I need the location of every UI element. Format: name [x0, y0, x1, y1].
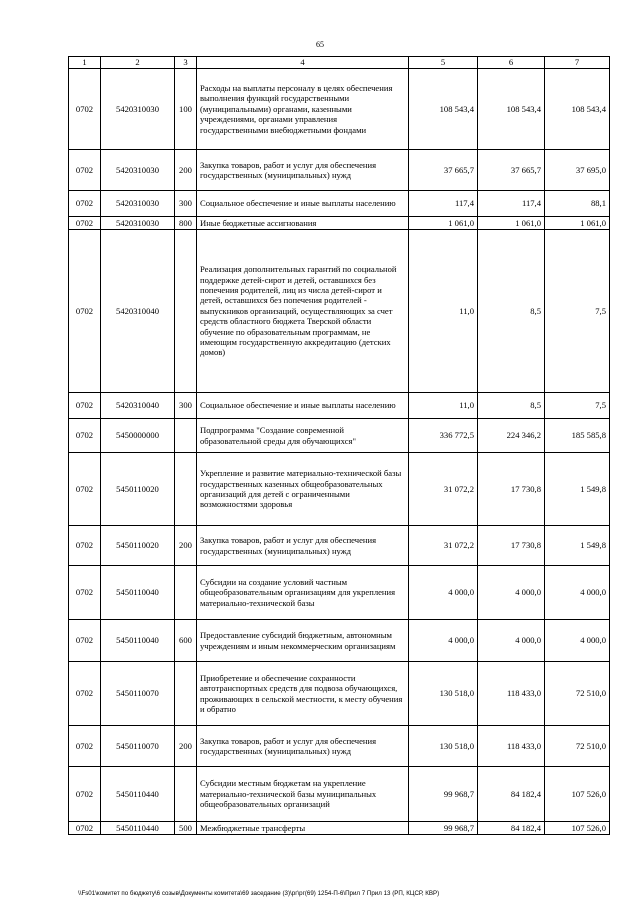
expense-type-code: 200: [175, 150, 197, 191]
amount-col-7: 37 695,0: [545, 150, 610, 191]
section-code: 0702: [69, 526, 101, 566]
section-code: 0702: [69, 726, 101, 767]
target-article-code: 5450110440: [101, 767, 175, 822]
amount-col-7: 7,5: [545, 393, 610, 419]
expense-type-code: 500: [175, 822, 197, 835]
amount-col-7: 107 526,0: [545, 767, 610, 822]
target-article-code: 5450110070: [101, 726, 175, 767]
amount-col-7: 72 510,0: [545, 726, 610, 767]
section-code: 0702: [69, 566, 101, 620]
header-col-5: 5: [409, 57, 478, 69]
header-col-4: 4: [197, 57, 409, 69]
table-row: [69, 526, 610, 566]
target-article-code: 5450110020: [101, 453, 175, 526]
amount-col-6: 4 000,0: [478, 620, 545, 662]
row-description: Межбюджетные трансферты: [197, 822, 409, 835]
row-description: Расходы на выплаты персоналу в целях обеспечения выполнения функций государственными (муниципальными) органами, казенными учреждениями, органами управления государственными внебюджетными фондами: [197, 69, 409, 150]
expense-type-code: 200: [175, 526, 197, 566]
table-row: [69, 69, 610, 150]
table-row: [69, 620, 610, 662]
section-code: 0702: [69, 822, 101, 835]
amount-col-5: 130 518,0: [409, 662, 478, 726]
amount-col-5: 37 665,7: [409, 150, 478, 191]
amount-col-5: 117,4: [409, 191, 478, 217]
expense-type-code: [175, 767, 197, 822]
amount-col-7: 4 000,0: [545, 566, 610, 620]
amount-col-5: 99 968,7: [409, 822, 478, 835]
row-description: Укрепление и развитие материально-технической базы государственных казенных общеобразовательных организаций для детей с ограниченными возможностями здоровья: [197, 453, 409, 526]
row-description: Предоставление субсидий бюджетным, автономным учреждениям и иным некоммерческим организациям: [197, 620, 409, 662]
header-col-3: 3: [175, 57, 197, 69]
row-description: Иные бюджетные ассигнования: [197, 217, 409, 230]
amount-col-5: 4 000,0: [409, 566, 478, 620]
target-article-code: 5420310030: [101, 150, 175, 191]
amount-col-6: 17 730,8: [478, 526, 545, 566]
expense-type-code: 100: [175, 69, 197, 150]
section-code: 0702: [69, 393, 101, 419]
amount-col-7: 72 510,0: [545, 662, 610, 726]
header-col-7: 7: [545, 57, 610, 69]
amount-col-5: 130 518,0: [409, 726, 478, 767]
amount-col-5: 31 072,2: [409, 453, 478, 526]
expense-type-code: [175, 662, 197, 726]
amount-col-5: 336 772,5: [409, 419, 478, 453]
target-article-code: 5420310030: [101, 217, 175, 230]
page-number: 65: [316, 40, 324, 49]
amount-col-7: 108 543,4: [545, 69, 610, 150]
expense-type-code: 200: [175, 726, 197, 767]
amount-col-6: 17 730,8: [478, 453, 545, 526]
target-article-code: 5450110040: [101, 566, 175, 620]
amount-col-7: 88,1: [545, 191, 610, 217]
target-article-code: 5420310040: [101, 230, 175, 393]
row-description: Субсидии местным бюджетам на укрепление материально-технической базы муниципальных общеобразовательных организаций: [197, 767, 409, 822]
header-row: [69, 57, 610, 69]
expense-type-code: 300: [175, 191, 197, 217]
expense-type-code: 300: [175, 393, 197, 419]
amount-col-6: 117,4: [478, 191, 545, 217]
target-article-code: 5450110020: [101, 526, 175, 566]
table-row: [69, 191, 610, 217]
table-row: [69, 230, 610, 393]
target-article-code: 5450110440: [101, 822, 175, 835]
amount-col-7: 1 549,8: [545, 526, 610, 566]
table-row: [69, 453, 610, 526]
amount-col-7: 185 585,8: [545, 419, 610, 453]
table-row: [69, 217, 610, 230]
table-row: [69, 726, 610, 767]
row-description: Социальное обеспечение и иные выплаты населению: [197, 191, 409, 217]
target-article-code: 5420310040: [101, 393, 175, 419]
amount-col-7: 4 000,0: [545, 620, 610, 662]
table-row: [69, 822, 610, 835]
amount-col-5: 1 061,0: [409, 217, 478, 230]
row-description: Субсидии на создание условий частным общеобразовательным организациям для укрепления материально-технической базы: [197, 566, 409, 620]
header-col-6: 6: [478, 57, 545, 69]
section-code: 0702: [69, 453, 101, 526]
row-description: Закупка товаров, работ и услуг для обеспечения государственных (муниципальных) нужд: [197, 526, 409, 566]
amount-col-7: 1 549,8: [545, 453, 610, 526]
target-article-code: 5450000000: [101, 419, 175, 453]
expense-type-code: 800: [175, 217, 197, 230]
row-description: Закупка товаров, работ и услуг для обеспечения государственных (муниципальных) нужд: [197, 726, 409, 767]
amount-col-5: 4 000,0: [409, 620, 478, 662]
amount-col-6: 8,5: [478, 230, 545, 393]
amount-col-5: 99 968,7: [409, 767, 478, 822]
expense-type-code: [175, 566, 197, 620]
expense-type-code: [175, 419, 197, 453]
section-code: 0702: [69, 217, 101, 230]
target-article-code: 5420310030: [101, 191, 175, 217]
amount-col-5: 31 072,2: [409, 526, 478, 566]
section-code: 0702: [69, 662, 101, 726]
section-code: 0702: [69, 191, 101, 217]
section-code: 0702: [69, 620, 101, 662]
amount-col-6: 4 000,0: [478, 566, 545, 620]
table-row: [69, 566, 610, 620]
table-row: [69, 150, 610, 191]
amount-col-7: 1 061,0: [545, 217, 610, 230]
footer-file-path: \\Fs01\комитет по бюджету\6 созыв\Документы комитета\69 заседание (3)\рг\рг(69) 1254-П-6\Прил 7 Прил 13 (РП, КЦСР, КВР): [78, 890, 440, 897]
expense-type-code: 600: [175, 620, 197, 662]
table-row: [69, 767, 610, 822]
table-row: [69, 662, 610, 726]
table-row: [69, 393, 610, 419]
section-code: 0702: [69, 419, 101, 453]
amount-col-7: 7,5: [545, 230, 610, 393]
section-code: 0702: [69, 767, 101, 822]
section-code: 0702: [69, 69, 101, 150]
amount-col-6: 224 346,2: [478, 419, 545, 453]
row-description: Реализация дополнительных гарантий по социальной поддержке детей-сирот и детей, оставшихся без попечения родителей, лиц из числа детей-сирот и детей, оставшихся без попечения родителей - выпускников организаций, осуществляющих за счет средств областного бюджета Тверской области обучение по образовательным программам, не имеющим государственную аккредитацию (детских домов): [197, 230, 409, 393]
amount-col-6: 118 433,0: [478, 726, 545, 767]
expense-type-code: [175, 230, 197, 393]
row-description: Закупка товаров, работ и услуг для обеспечения государственных (муниципальных) нужд: [197, 150, 409, 191]
target-article-code: 5450110070: [101, 662, 175, 726]
amount-col-6: 1 061,0: [478, 217, 545, 230]
amount-col-6: 108 543,4: [478, 69, 545, 150]
target-article-code: 5420310030: [101, 69, 175, 150]
row-description: Социальное обеспечение и иные выплаты населению: [197, 393, 409, 419]
amount-col-5: 11,0: [409, 230, 478, 393]
table-row: [69, 419, 610, 453]
expense-type-code: [175, 453, 197, 526]
amount-col-6: 37 665,7: [478, 150, 545, 191]
section-code: 0702: [69, 150, 101, 191]
budget-table: [68, 56, 610, 835]
section-code: 0702: [69, 230, 101, 393]
amount-col-6: 118 433,0: [478, 662, 545, 726]
row-description: Приобретение и обеспечение сохранности автотранспортных средств для подвоза обучающихся, проживающих в сельской местности, к месту обучения и обратно: [197, 662, 409, 726]
amount-col-6: 84 182,4: [478, 767, 545, 822]
header-col-2: 2: [101, 57, 175, 69]
header-col-1: 1: [69, 57, 101, 69]
amount-col-5: 108 543,4: [409, 69, 478, 150]
amount-col-6: 84 182,4: [478, 822, 545, 835]
row-description: Подпрограмма "Создание современной образовательной среды для обучающихся": [197, 419, 409, 453]
amount-col-7: 107 526,0: [545, 822, 610, 835]
target-article-code: 5450110040: [101, 620, 175, 662]
amount-col-6: 8,5: [478, 393, 545, 419]
amount-col-5: 11,0: [409, 393, 478, 419]
